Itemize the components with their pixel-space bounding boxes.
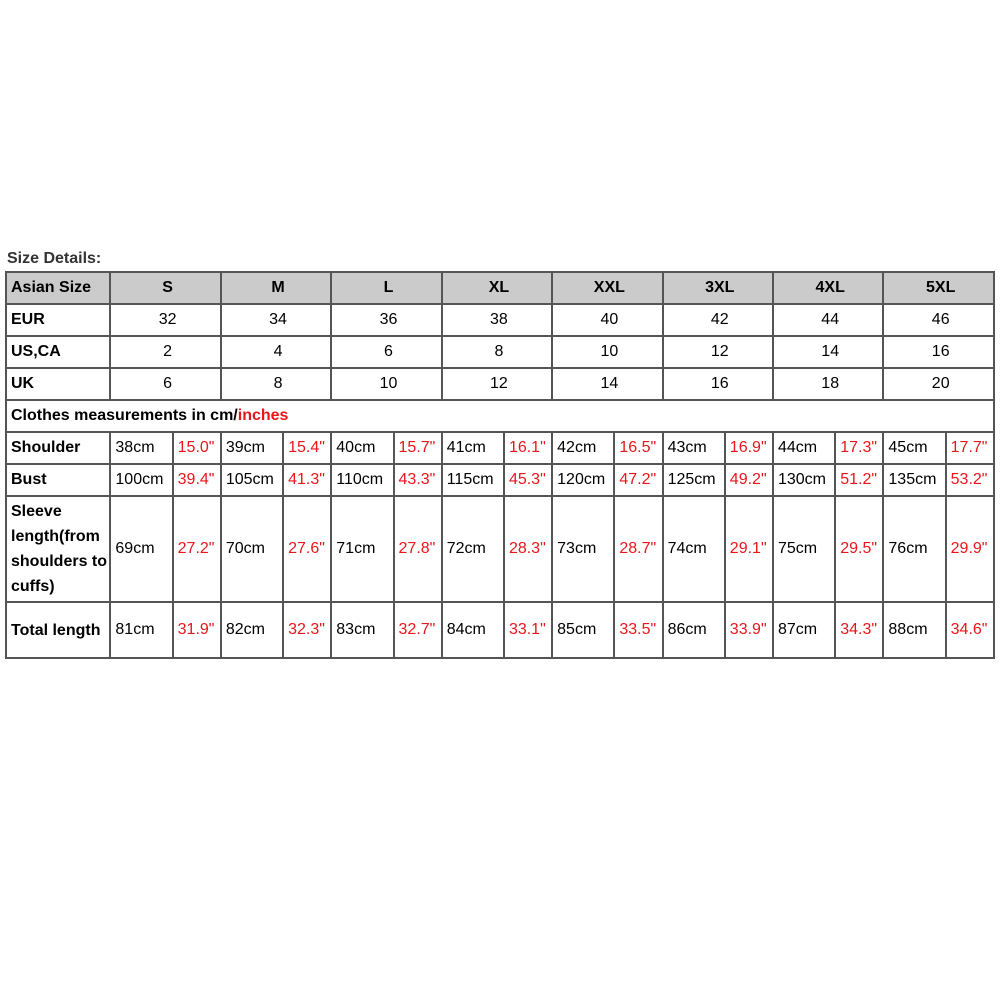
inch-value: 17.7" <box>946 432 994 464</box>
asian-size-label: Asian Size <box>6 272 110 304</box>
eur-value: 34 <box>221 304 331 336</box>
size-header-cell: 5XL <box>883 272 994 304</box>
inch-value: 27.2" <box>173 496 221 602</box>
row-label: UK <box>6 368 110 400</box>
inch-value: 16.9" <box>725 432 773 464</box>
inch-value: 15.4" <box>283 432 331 464</box>
us-ca-value: 12 <box>663 336 773 368</box>
row-label: EUR <box>6 304 110 336</box>
uk-value: 6 <box>110 368 220 400</box>
size-header-cell: 4XL <box>773 272 883 304</box>
inch-value: 49.2" <box>725 464 773 496</box>
cm-value: 40cm <box>331 432 393 464</box>
size-header-cell: M <box>221 272 331 304</box>
inch-value: 16.1" <box>504 432 552 464</box>
inch-value: 34.3" <box>835 602 883 658</box>
us-ca-value: 2 <box>110 336 220 368</box>
eur-value: 36 <box>331 304 441 336</box>
inch-value: 43.3" <box>394 464 442 496</box>
cm-value: 88cm <box>883 602 945 658</box>
row-label: Shoulder <box>6 432 110 464</box>
cm-value: 130cm <box>773 464 835 496</box>
cm-value: 87cm <box>773 602 835 658</box>
size-header-cell: L <box>331 272 441 304</box>
page-title: Size Details: <box>7 250 102 267</box>
eur-value: 38 <box>442 304 552 336</box>
inch-value: 41.3" <box>283 464 331 496</box>
inch-value: 33.1" <box>504 602 552 658</box>
cm-value: 71cm <box>331 496 393 602</box>
us-ca-value: 8 <box>442 336 552 368</box>
shoulder-row <box>6 432 994 464</box>
inch-value: 27.8" <box>394 496 442 602</box>
us-ca-value: 14 <box>773 336 883 368</box>
cm-value: 74cm <box>663 496 725 602</box>
section-highlight: inches <box>237 407 289 424</box>
cm-value: 100cm <box>110 464 172 496</box>
cm-value: 39cm <box>221 432 283 464</box>
row-label: Bust <box>6 464 110 496</box>
us-ca-row <box>6 336 994 368</box>
cm-value: 45cm <box>883 432 945 464</box>
cm-value: 135cm <box>883 464 945 496</box>
uk-value: 12 <box>442 368 552 400</box>
sleeve-length-row <box>6 496 994 602</box>
eur-row <box>6 304 994 336</box>
uk-value: 14 <box>552 368 662 400</box>
inch-value: 16.5" <box>614 432 662 464</box>
inch-value: 28.3" <box>504 496 552 602</box>
cm-value: 38cm <box>110 432 172 464</box>
us-ca-value: 6 <box>331 336 441 368</box>
cm-value: 86cm <box>663 602 725 658</box>
inch-value: 32.7" <box>394 602 442 658</box>
inch-value: 31.9" <box>173 602 221 658</box>
measurements-section-heading <box>6 400 994 432</box>
cm-value: 69cm <box>110 496 172 602</box>
us-ca-value: 10 <box>552 336 662 368</box>
total-length-row <box>6 602 994 658</box>
eur-value: 32 <box>110 304 220 336</box>
size-header-row <box>6 272 994 304</box>
cm-value: 81cm <box>110 602 172 658</box>
inch-value: 39.4" <box>173 464 221 496</box>
measurements-section-row <box>6 400 994 432</box>
cm-value: 85cm <box>552 602 614 658</box>
cm-value: 43cm <box>663 432 725 464</box>
cm-value: 83cm <box>331 602 393 658</box>
inch-value: 29.5" <box>835 496 883 602</box>
cm-value: 41cm <box>442 432 504 464</box>
inch-value: 33.9" <box>725 602 773 658</box>
cm-value: 70cm <box>221 496 283 602</box>
cm-value: 105cm <box>221 464 283 496</box>
inch-value: 33.5" <box>614 602 662 658</box>
inch-value: 29.1" <box>725 496 773 602</box>
size-header-cell: XXL <box>552 272 662 304</box>
cm-value: 125cm <box>663 464 725 496</box>
cm-value: 73cm <box>552 496 614 602</box>
uk-value: 16 <box>663 368 773 400</box>
inch-value: 15.7" <box>394 432 442 464</box>
us-ca-value: 16 <box>883 336 994 368</box>
uk-value: 8 <box>221 368 331 400</box>
row-label: Total length <box>6 602 110 658</box>
size-header-cell: 3XL <box>663 272 773 304</box>
inch-value: 53.2" <box>946 464 994 496</box>
inch-value: 17.3" <box>835 432 883 464</box>
size-header-cell: XL <box>442 272 552 304</box>
row-label: US,CA <box>6 336 110 368</box>
eur-value: 42 <box>663 304 773 336</box>
eur-value: 40 <box>552 304 662 336</box>
us-ca-value: 4 <box>221 336 331 368</box>
inch-value: 45.3" <box>504 464 552 496</box>
inch-value: 34.6" <box>946 602 994 658</box>
cm-value: 82cm <box>221 602 283 658</box>
cm-value: 120cm <box>552 464 614 496</box>
inch-value: 32.3" <box>283 602 331 658</box>
eur-value: 44 <box>773 304 883 336</box>
size-header-cell: S <box>110 272 220 304</box>
cm-value: 84cm <box>442 602 504 658</box>
bust-row <box>6 464 994 496</box>
uk-value: 18 <box>773 368 883 400</box>
cm-value: 110cm <box>331 464 393 496</box>
inch-value: 29.9" <box>946 496 994 602</box>
uk-value: 10 <box>331 368 441 400</box>
cm-value: 76cm <box>883 496 945 602</box>
cm-value: 115cm <box>442 464 504 496</box>
size-chart-table <box>5 271 995 659</box>
inch-value: 15.0" <box>173 432 221 464</box>
cm-value: 44cm <box>773 432 835 464</box>
cm-value: 42cm <box>552 432 614 464</box>
inch-value: 47.2" <box>614 464 662 496</box>
inch-value: 28.7" <box>614 496 662 602</box>
row-label: Sleeve length(from shoulders to cuffs) <box>6 496 110 602</box>
inch-value: 51.2" <box>835 464 883 496</box>
section-prefix: Clothes measurements in cm/ <box>11 407 238 424</box>
cm-value: 75cm <box>773 496 835 602</box>
eur-value: 46 <box>883 304 994 336</box>
uk-value: 20 <box>883 368 994 400</box>
uk-row <box>6 368 994 400</box>
inch-value: 27.6" <box>283 496 331 602</box>
cm-value: 72cm <box>442 496 504 602</box>
